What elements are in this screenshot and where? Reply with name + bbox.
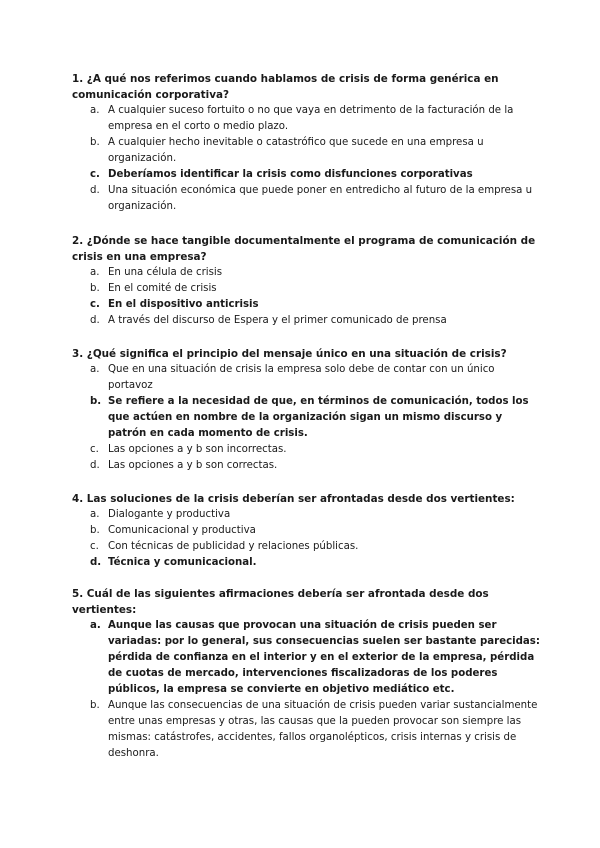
question-4 xyxy=(72,491,540,571)
option-d xyxy=(72,313,540,329)
option-letter: d. xyxy=(90,460,100,471)
option-letter: d. xyxy=(90,557,102,568)
option-b xyxy=(72,698,540,762)
option-b-correct xyxy=(72,394,540,442)
option-text: Que en una situación de crisis la empresa solo debe de contar con un único portavoz xyxy=(108,364,495,391)
option-letter: b. xyxy=(90,283,100,294)
question-title: 2. ¿Dónde se hace tangible documentalmente el programa de comunicación de crisis en una empresa? xyxy=(72,235,536,263)
option-c-correct xyxy=(72,167,540,183)
option-a xyxy=(72,103,540,135)
option-letter: d. xyxy=(90,185,100,196)
option-c-correct xyxy=(72,297,540,313)
option-letter: a. xyxy=(90,267,100,278)
option-a xyxy=(72,265,540,281)
option-text: A cualquier hecho inevitable o catastrófico que sucede en una empresa u organización. xyxy=(108,137,484,164)
option-d-correct xyxy=(72,555,540,571)
option-text: Dialogante y productiva xyxy=(108,509,231,520)
question-title: 5. Cuál de las siguientes afirmaciones debería ser afrontada desde dos vertientes: xyxy=(72,588,489,616)
option-letter: b. xyxy=(90,700,100,711)
option-text: Aunque las consecuencias de una situación de crisis pueden variar sustancialmente entre unas empresas y otras, las causas que la pueden provocar son siempre las mismas: catástrofes, accidentes, fallos organolépticos, crisis internas y crisis de deshonra. xyxy=(108,700,538,759)
option-c xyxy=(72,539,540,555)
option-list xyxy=(72,362,540,474)
option-text: Aunque las causas que provocan una situación de crisis pueden ser variadas: por lo general, sus consecuencias suelen ser bastante parecidas: pérdida de confianza en el interior y en el exterior de la empresa, pérdida de cuotas de mercado, intervenciones fiscalizadoras de los poderes públicos, la empresa se convierte en objetivo mediático etc. xyxy=(108,620,540,695)
option-letter: d. xyxy=(90,315,100,326)
option-letter: b. xyxy=(90,525,100,536)
option-text: Las opciones a y b son incorrectas. xyxy=(108,444,287,455)
question-3 xyxy=(72,346,540,474)
question-title: 3. ¿Qué significa el principio del mensaje único en una situación de crisis? xyxy=(72,348,507,360)
option-text: Se refiere a la necesidad de que, en términos de comunicación, todos los que actúen en nombre de la organización sigan un mismo discurso y patrón en cada momento de crisis. xyxy=(108,396,529,439)
option-text: Comunicacional y productiva xyxy=(108,525,256,536)
option-letter: a. xyxy=(90,509,100,520)
option-letter: c. xyxy=(90,444,99,455)
option-d xyxy=(72,183,540,215)
option-c xyxy=(72,442,540,458)
option-text: A cualquier suceso fortuito o no que vaya en detrimento de la facturación de la empresa en el corto o medio plazo. xyxy=(108,105,514,132)
question-title: 4. Las soluciones de la crisis deberían ser afrontadas desde dos vertientes: xyxy=(72,493,515,505)
option-d xyxy=(72,458,540,474)
option-b xyxy=(72,281,540,297)
option-text: A través del discurso de Espera y el primer comunicado de prensa xyxy=(108,315,447,326)
option-text: Con técnicas de publicidad y relaciones públicas. xyxy=(108,541,359,552)
option-a xyxy=(72,362,540,394)
option-letter: c. xyxy=(90,299,100,310)
option-list xyxy=(72,103,540,215)
option-text: En una célula de crisis xyxy=(108,267,223,278)
option-text: Técnica y comunicacional. xyxy=(108,557,257,568)
option-text: Deberíamos identificar la crisis como disfunciones corporativas xyxy=(108,169,473,180)
option-text: Las opciones a y b son correctas. xyxy=(108,460,278,471)
option-text: En el dispositivo anticrisis xyxy=(108,299,259,310)
option-letter: a. xyxy=(90,364,100,375)
option-a-correct xyxy=(72,618,540,698)
question-title: 1. ¿A qué nos referimos cuando hablamos de crisis de forma genérica en comunicación corporativa? xyxy=(72,73,499,101)
question-1 xyxy=(72,71,540,215)
option-b xyxy=(72,523,540,539)
option-list xyxy=(72,618,540,762)
option-letter: a. xyxy=(90,105,100,116)
option-list xyxy=(72,507,540,571)
option-letter: c. xyxy=(90,541,99,552)
option-list xyxy=(72,265,540,329)
option-text: Una situación económica que puede poner en entredicho al futuro de la empresa u organización. xyxy=(108,185,533,212)
question-5 xyxy=(72,586,540,762)
option-a xyxy=(72,507,540,523)
option-b xyxy=(72,135,540,167)
question-2 xyxy=(72,233,540,329)
option-letter: b. xyxy=(90,396,102,407)
option-letter: a. xyxy=(90,620,101,631)
option-letter: c. xyxy=(90,169,100,180)
option-text: En el comité de crisis xyxy=(108,283,217,294)
option-letter: b. xyxy=(90,137,100,148)
